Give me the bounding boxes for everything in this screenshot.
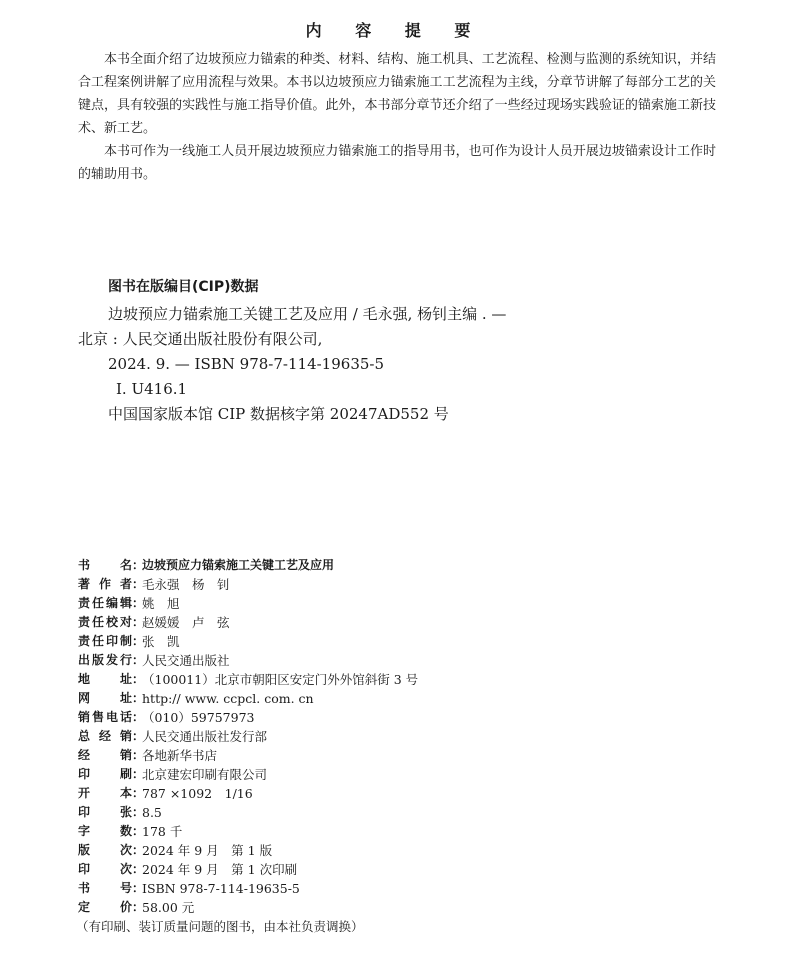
label-char: 制: [119, 634, 132, 648]
label-char: 数: [119, 824, 132, 838]
label-char: 责: [78, 615, 91, 629]
label-char: 售: [91, 710, 104, 724]
publication-row: [78, 898, 718, 917]
publication-row-value: 人民交通出版社发行部: [142, 729, 268, 744]
label-char: 发: [105, 653, 118, 667]
label-char: 址: [119, 672, 132, 686]
publication-row: [78, 594, 718, 613]
publication-row-value: 北京建宏印刷有限公司: [142, 767, 268, 782]
publication-info: [78, 556, 718, 936]
publication-row-label: [78, 822, 132, 841]
cip-record: 边坡预应力锚索施工关键工艺及应用 / 毛永强, 杨钊主编 . — 北京 : 人民交通出版社股份有限公司,: [78, 305, 507, 348]
publication-row-value: 赵媛媛 卢 弦: [142, 615, 230, 630]
publication-row-value: 边坡预应力锚索施工关键工艺及应用: [142, 558, 335, 572]
publication-row-value: 178 千: [142, 824, 183, 839]
label-colon: ：: [132, 881, 145, 895]
cip-number: 中国国家版本馆 CIP 数据核字第 20247AD552 号: [108, 405, 449, 423]
publication-row-value: 毛永强 杨 钊: [142, 577, 230, 592]
publication-row: [78, 784, 718, 803]
cip-heading: 图书在版编目(CIP)数据: [108, 279, 259, 295]
publication-row-label: [78, 594, 132, 613]
label-char: 对: [119, 615, 132, 629]
label-char: 次: [119, 862, 132, 876]
label-colon: ：: [132, 843, 145, 857]
label-char: 销: [119, 729, 132, 743]
publication-row: [78, 670, 718, 689]
label-colon: ：: [132, 824, 145, 838]
publication-row-label: [78, 689, 132, 708]
publication-row-label: [78, 765, 132, 784]
label-char: 话: [119, 710, 132, 724]
label-char: 辑: [119, 596, 132, 610]
label-char: 销: [78, 710, 91, 724]
label-char: 责: [78, 634, 91, 648]
label-colon: ：: [132, 729, 145, 743]
label-char: 印: [105, 634, 118, 648]
label-char: 任: [91, 615, 104, 629]
label-char: 张: [119, 805, 132, 819]
publication-row: [78, 765, 718, 784]
publication-row: [78, 613, 718, 632]
label-colon: ：: [132, 710, 145, 724]
quality-note: （有印刷、装订质量问题的图书，由本社负责调换）: [76, 919, 364, 934]
label-colon: ：: [132, 653, 145, 667]
label-char: 校: [105, 615, 118, 629]
label-char: 刷: [119, 767, 132, 781]
cip-block: [78, 276, 518, 427]
publication-row: [78, 556, 718, 575]
publication-row-value: http:// www. ccpcl. com. cn: [142, 691, 314, 706]
label-char: 责: [78, 596, 91, 610]
label-colon: ：: [132, 577, 145, 591]
label-char: 号: [119, 881, 132, 895]
publication-row-value: 8.5: [142, 805, 162, 820]
publication-row-label: [78, 784, 132, 803]
label-char: 开: [78, 786, 91, 800]
publication-row: [78, 651, 718, 670]
publication-row-label: [78, 746, 132, 765]
label-char: 地: [78, 672, 91, 686]
publication-row: [78, 708, 718, 727]
publication-row: [78, 879, 718, 898]
publication-row-value: 姚 旭: [142, 596, 180, 611]
label-char: 址: [119, 691, 132, 705]
summary-paragraph: 本书全面介绍了边坡预应力锚索的种类、材料、结构、施工机具、工艺流程、检测与监测的系统知识，并结合工程案例讲解了应用流程与效果。本书以边坡预应力锚索施工工艺流程为主线，分章节讲解了每部分工艺的关键点，具有较强的实践性与施工指导价值。此外，本书部分章节还介绍了一些经过现场实践验证的锚索施工新技术、新工艺。: [78, 52, 716, 136]
publication-row-value: ISBN 978-7-114-19635-5: [142, 881, 300, 896]
publication-row-label: [78, 613, 132, 632]
label-char: 出: [78, 653, 91, 667]
label-char: 经: [98, 729, 111, 743]
label-char: 版: [91, 653, 104, 667]
publication-row-label: [78, 632, 132, 651]
label-char: 名: [119, 558, 132, 572]
publication-row: [78, 803, 718, 822]
publication-row: [78, 822, 718, 841]
summary-title: 内 容 提 要: [305, 21, 485, 40]
publication-row-label: [78, 860, 132, 879]
label-char: 总: [78, 729, 91, 743]
label-colon: ：: [132, 900, 145, 914]
label-colon: ：: [132, 786, 145, 800]
label-char: 字: [78, 824, 91, 838]
label-char: 印: [78, 805, 91, 819]
publication-row-label: [78, 575, 132, 594]
label-colon: ：: [132, 558, 145, 572]
publication-row: [78, 727, 718, 746]
label-char: 电: [105, 710, 118, 724]
label-colon: ：: [132, 672, 145, 686]
publication-row-label: [78, 708, 132, 727]
label-char: 销: [119, 748, 132, 762]
publication-row-value: （100011）北京市朝阳区安定门外外馆斜街 3 号: [142, 672, 419, 687]
label-char: 书: [78, 881, 91, 895]
label-colon: ：: [132, 634, 145, 648]
publication-row-label: [78, 841, 132, 860]
label-colon: ：: [132, 805, 145, 819]
publication-row-value: 58.00 元: [142, 900, 195, 915]
label-colon: ：: [132, 748, 145, 762]
publication-row-label: [78, 898, 132, 917]
label-char: 者: [119, 577, 132, 591]
label-char: 本: [119, 786, 132, 800]
label-char: 任: [91, 596, 104, 610]
publication-row: [78, 746, 718, 765]
publication-row-value: 各地新华书店: [142, 748, 218, 763]
label-colon: ：: [132, 691, 145, 705]
publication-row: [78, 632, 718, 651]
label-char: 印: [78, 862, 91, 876]
summary-paragraph: 本书可作为一线施工人员开展边坡预应力锚索施工的指导用书，也可作为设计人员开展边坡锚索设计工作时的辅助用书。: [78, 144, 716, 182]
publication-row-label: [78, 727, 132, 746]
summary-body: [78, 48, 716, 186]
publication-row-value: 2024 年 9 月 第 1 次印刷: [142, 862, 298, 877]
label-char: 编: [105, 596, 118, 610]
label-char: 印: [78, 767, 91, 781]
publication-row-label: [78, 670, 132, 689]
label-colon: ：: [132, 596, 145, 610]
publication-row-label: [78, 556, 132, 575]
cip-edition-line: 2024. 9. — ISBN 978-7-114-19635-5: [108, 355, 385, 373]
cip-classification: Ⅰ. U416.1: [116, 380, 188, 398]
label-char: 作: [98, 577, 111, 591]
publication-row: [78, 575, 718, 594]
publication-row: [78, 841, 718, 860]
label-char: 著: [78, 577, 91, 591]
label-char: 书: [78, 558, 91, 572]
publication-row-value: 2024 年 9 月 第 1 版: [142, 843, 273, 858]
label-colon: ：: [132, 615, 145, 629]
publication-row: [78, 689, 718, 708]
publication-row-value: （010）59757973: [142, 710, 255, 725]
publication-row-value: 张 凯: [142, 634, 180, 649]
label-char: 任: [91, 634, 104, 648]
publication-rows: [78, 556, 718, 917]
label-char: 次: [119, 843, 132, 857]
publication-row: [78, 860, 718, 879]
publication-row-label: [78, 651, 132, 670]
publication-row-value: 人民交通出版社: [142, 653, 230, 668]
label-colon: ：: [132, 862, 145, 876]
label-char: 网: [78, 691, 91, 705]
publication-row-value: 787 ×1092 1/16: [142, 786, 253, 801]
publication-row-label: [78, 803, 132, 822]
label-colon: ：: [132, 767, 145, 781]
label-char: 定: [78, 900, 91, 914]
label-char: 行: [119, 653, 132, 667]
publication-row-label: [78, 879, 132, 898]
label-char: 经: [78, 748, 91, 762]
label-char: 版: [78, 843, 91, 857]
label-char: 价: [119, 900, 132, 914]
